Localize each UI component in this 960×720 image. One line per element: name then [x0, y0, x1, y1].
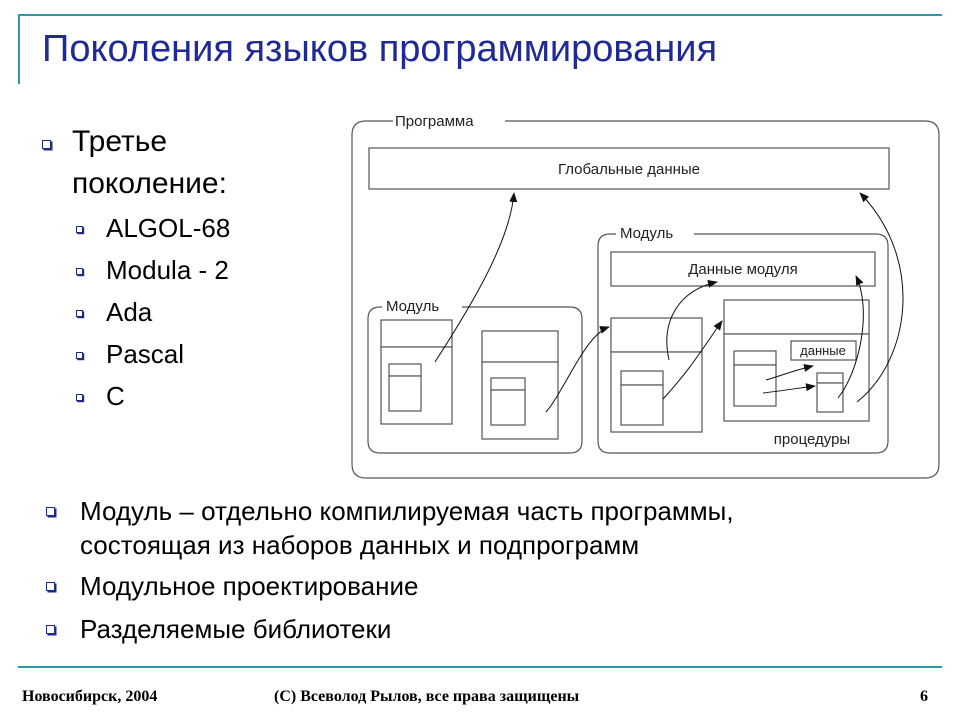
module-left-label: Модуль — [386, 298, 440, 315]
procedure-header — [381, 320, 452, 347]
module-right-box — [598, 225, 888, 453]
language-item: ALGOL-68 — [106, 213, 231, 243]
footer-copyright: (C) Всеволод Рылов, все права защищены — [274, 688, 580, 705]
main-bullet-line2: поколение: — [72, 167, 227, 200]
bottom-bullet-line2: состоящая из наборов данных и подпрограмм — [80, 530, 640, 560]
program-label: Программа — [395, 113, 474, 130]
accent-bottom-line — [18, 666, 942, 668]
bullet-icon — [46, 507, 55, 516]
bullet-icon — [46, 582, 55, 591]
bullet-icon — [46, 625, 55, 634]
page-number: 6 — [920, 688, 928, 705]
language-item: Pascal — [106, 339, 185, 369]
global-data-box — [369, 148, 889, 189]
procedures-label: процедуры — [773, 431, 851, 448]
local-data-label: данные — [800, 343, 846, 358]
module-data-label: Данные модуля — [688, 261, 798, 278]
bottom-bullet: Разделяемые библиотеки — [80, 614, 392, 644]
language-item: C — [106, 381, 125, 411]
slide-title: Поколения языков программирования — [42, 28, 718, 70]
module-left-box — [368, 298, 582, 453]
bottom-bullet: Модульное проектирование — [80, 571, 419, 601]
language-item: Modula - 2 — [106, 255, 229, 285]
procedure-header — [724, 300, 869, 334]
module-right-label: Модуль — [620, 225, 674, 242]
main-bullet-line1: Третье — [72, 125, 168, 158]
procedure-header — [611, 318, 702, 352]
bottom-bullet-line1: Модуль – отдельно компилируемая часть программы, — [80, 496, 734, 526]
language-item: Ada — [106, 297, 153, 327]
footer-city-year: Новосибирск, 2004 — [22, 688, 158, 705]
global-data-label: Глобальные данные — [557, 161, 701, 178]
procedure-header — [482, 331, 558, 362]
